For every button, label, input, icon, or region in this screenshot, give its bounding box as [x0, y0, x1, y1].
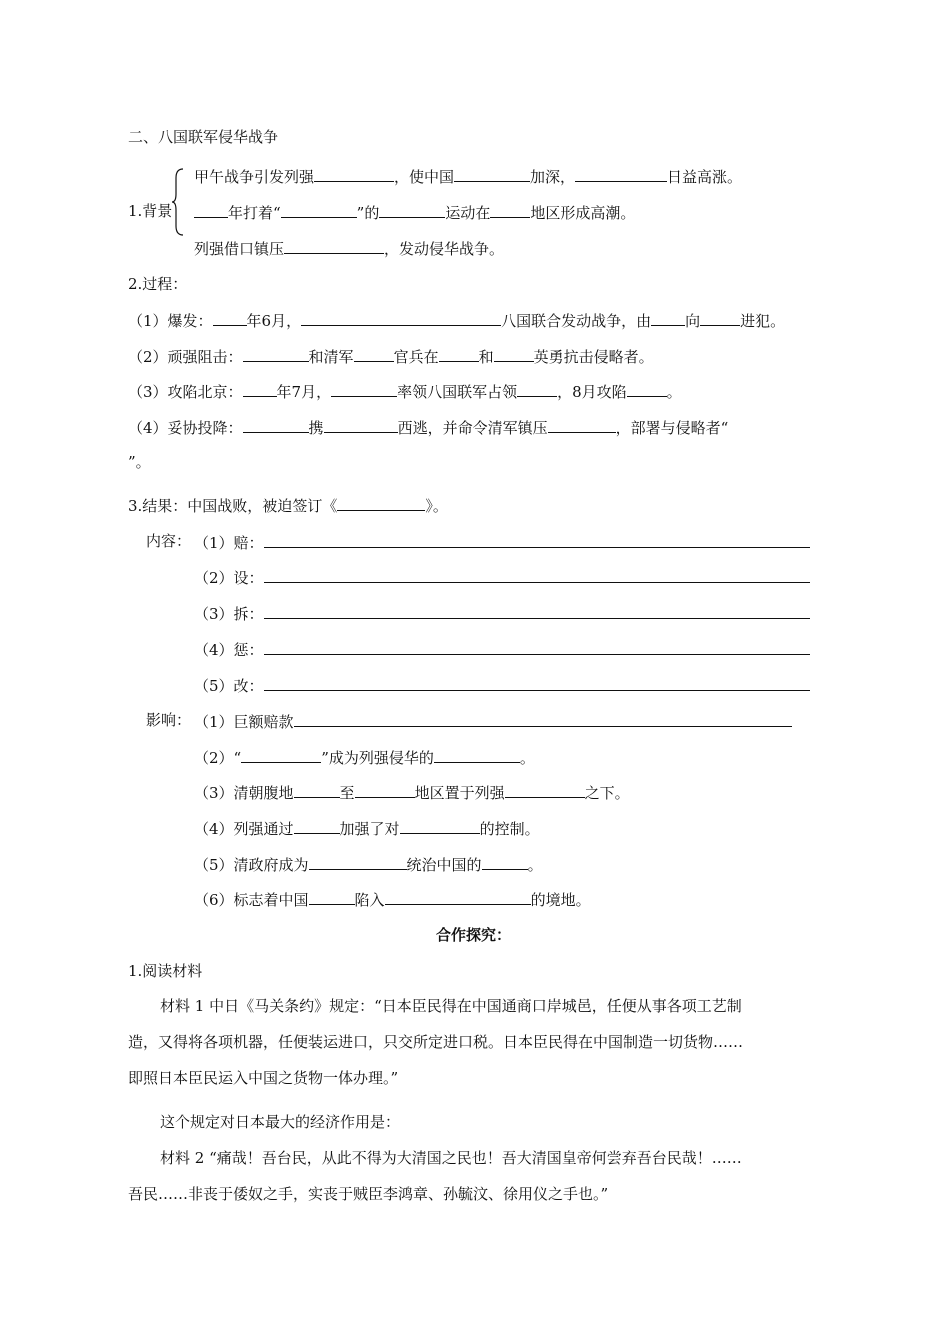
material-1-line-1: 材料 1 中日《马关条约》规定：“日本臣民得在中国通商口岸城邑，任便从事各项工艺制: [160, 997, 742, 1015]
process-item-2: （2）顽强阻击： 和清军 官兵在 和 英勇抗击侵略者。: [128, 345, 654, 367]
process-label: 2.过程：: [128, 275, 188, 293]
impact-item-6: （6）标志着中国 陷入 的境地。: [194, 888, 591, 910]
blank[interactable]: [337, 494, 425, 511]
blank[interactable]: [241, 746, 321, 763]
blank[interactable]: [355, 781, 415, 798]
blank[interactable]: [294, 817, 340, 834]
result-label: 3.结果：中国战败，被迫签订《 》。: [128, 494, 448, 516]
material-2-line-2: 吾民……非丧于倭奴之手，实丧于贼臣李鸿章、孙毓汶、徐用仪之手也。”: [128, 1185, 609, 1203]
brace-icon: [172, 168, 184, 236]
process-item-3: （3）攻陷北京： 年7月， 率领八国联军占领 ，8月攻陷 。: [128, 380, 682, 402]
blank[interactable]: [517, 380, 557, 397]
answer-line[interactable]: [264, 638, 810, 655]
blank[interactable]: [494, 345, 534, 362]
blank[interactable]: [284, 237, 384, 254]
question-1-label: 1.阅读材料: [128, 962, 203, 980]
background-line-3: 列强借口镇压 ，发动侵华战争。: [194, 237, 504, 259]
impact-item-5: （5）清政府成为 统治中国的 。: [194, 853, 543, 875]
background-label: 1.背景: [128, 202, 173, 220]
answer-line[interactable]: [294, 710, 792, 727]
background-line-1: 甲午战争引发列强 ，使中国 加深， 日益高涨。: [194, 165, 742, 187]
blank[interactable]: [439, 345, 479, 362]
blank[interactable]: [379, 201, 445, 218]
blank[interactable]: [490, 201, 530, 218]
blank[interactable]: [434, 746, 520, 763]
answer-line[interactable]: [264, 674, 810, 691]
blank[interactable]: [454, 165, 530, 182]
blank[interactable]: [324, 416, 398, 433]
answer-line[interactable]: [264, 566, 810, 583]
section-title: 二、八国联军侵华战争: [128, 128, 279, 146]
blank[interactable]: [651, 309, 685, 326]
blank[interactable]: [309, 853, 407, 870]
impact-item-3: （3）清朝腹地 至 地区置于列强 之下。: [194, 781, 630, 803]
process-item-1: （1）爆发： 年6月， 八国联合发动战争，由 向 进犯。: [128, 309, 785, 331]
material-2-line-1: 材料 2 “痛哉！吾台民，从此不得为大清国之民也！吾大清国皇帝何尝弃吾台民哉！……: [160, 1149, 742, 1167]
blank[interactable]: [548, 416, 616, 433]
answer-line[interactable]: [264, 531, 810, 548]
content-item-5: （5）改：: [194, 674, 810, 696]
blank[interactable]: [243, 380, 277, 397]
blank[interactable]: [400, 817, 480, 834]
blank[interactable]: [575, 165, 667, 182]
blank[interactable]: [385, 888, 531, 905]
impact-item-2: （2）“ ”成为列强侵华的 。: [194, 746, 535, 768]
cooperation-title: 合作探究：: [436, 926, 512, 944]
process-item-4-end: ”。: [128, 453, 151, 471]
content-item-4: （4）惩：: [194, 638, 810, 660]
content-item-1: （1）赔：: [194, 531, 810, 553]
blank[interactable]: [243, 416, 309, 433]
impact-item-1: （1）巨额赔款: [194, 710, 792, 732]
blank[interactable]: [331, 380, 397, 397]
blank[interactable]: [505, 781, 585, 798]
blank[interactable]: [354, 345, 394, 362]
material-1-line-3: 即照日本臣民运入中国之货物一体办理。”: [128, 1069, 399, 1087]
blank[interactable]: [281, 201, 357, 218]
content-item-3: （3）拆：: [194, 602, 810, 624]
blank[interactable]: [301, 309, 501, 326]
blank[interactable]: [309, 888, 355, 905]
content-label: 内容：: [146, 532, 192, 550]
blank[interactable]: [482, 853, 528, 870]
blank[interactable]: [627, 380, 667, 397]
material-1-question: 这个规定对日本最大的经济作用是：: [160, 1113, 401, 1131]
blank[interactable]: [194, 201, 228, 218]
blank[interactable]: [314, 165, 394, 182]
blank[interactable]: [243, 345, 309, 362]
process-item-4: （4）妥协投降： 携 西逃，并命令清军镇压 ，部署与侵略者“: [128, 416, 728, 438]
blank[interactable]: [700, 309, 740, 326]
material-1-line-2: 造，又得将各项机器，任便装运进口，只交所定进口税。日本臣民得在中国制造一切货物……: [128, 1033, 744, 1051]
answer-line[interactable]: [264, 602, 810, 619]
background-line-2: 年打着“ ”的 运动在 地区形成高潮。: [194, 201, 635, 223]
content-item-2: （2）设：: [194, 566, 810, 588]
blank[interactable]: [294, 781, 340, 798]
impact-label: 影响：: [146, 711, 192, 729]
blank[interactable]: [213, 309, 247, 326]
impact-item-4: （4）列强通过 加强了对 的控制。: [194, 817, 540, 839]
